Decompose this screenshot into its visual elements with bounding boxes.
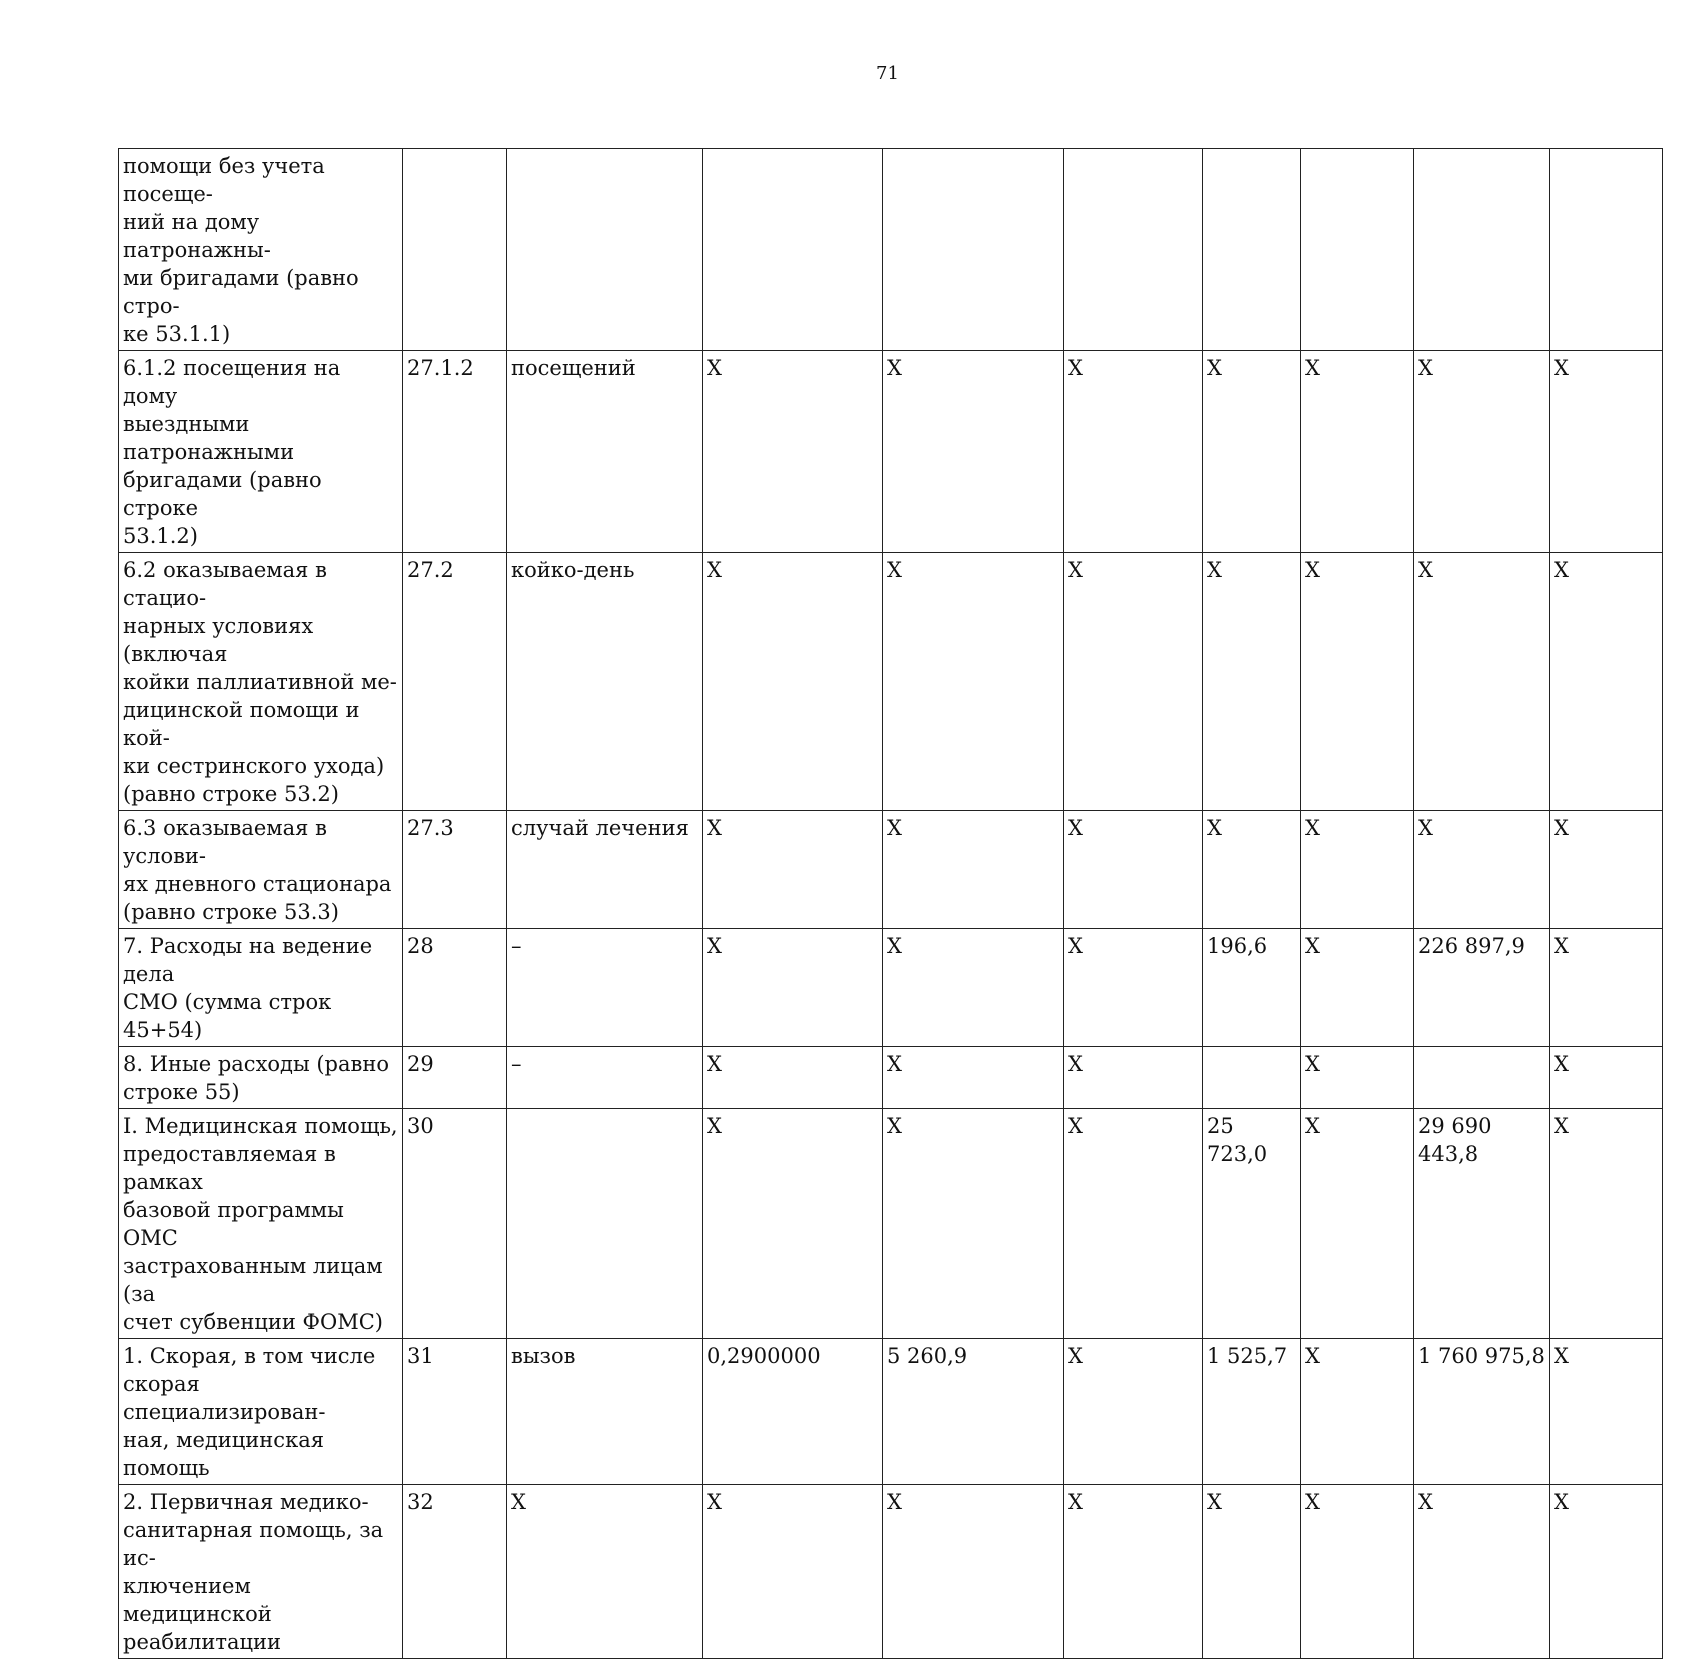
cell-col-1 [703,149,883,351]
cell-col-4 [1203,1047,1301,1109]
cell-col-5: X [1301,1339,1414,1485]
cell-col-5: X [1301,929,1414,1047]
cell-col-5: X [1301,811,1414,929]
cell-col-4: 196,6 [1203,929,1301,1047]
cell-col-7 [1550,149,1663,351]
cell-col-3: X [1064,929,1203,1047]
cell-col-1: X [703,1047,883,1109]
row-unit: – [507,1047,703,1109]
cell-col-7: X [1550,351,1663,553]
row-label: 6.1.2 посещения на дому выездными патронажными бригадами (равно строке 53.1.2) [119,351,403,553]
row-line-number: 29 [403,1047,507,1109]
cell-col-2 [883,149,1064,351]
cell-col-6: X [1414,1485,1550,1659]
row-unit: посещений [507,351,703,553]
cell-col-2: X [883,929,1064,1047]
row-label: 7. Расходы на ведение дела СМО (сумма строк 45+54) [119,929,403,1047]
page-number: 71 [876,63,899,84]
cell-col-3: X [1064,1485,1203,1659]
cell-col-1: X [703,1109,883,1339]
cell-col-3: X [1064,1047,1203,1109]
cell-col-4: X [1203,553,1301,811]
table-row [119,811,1663,929]
row-line-number: 28 [403,929,507,1047]
cell-col-5: X [1301,351,1414,553]
cell-col-6: X [1414,351,1550,553]
cell-col-5: X [1301,1109,1414,1339]
cell-col-3: X [1064,351,1203,553]
row-unit: X [507,1485,703,1659]
row-line-number: 27.1.2 [403,351,507,553]
table-row [119,351,1663,553]
cell-col-7: X [1550,1109,1663,1339]
cell-col-2: X [883,1109,1064,1339]
row-label: помощи без учета посеще- ний на дому патронажны- ми бригадами (равно стро- ке 53.1.1) [119,149,403,351]
cell-col-2: X [883,553,1064,811]
cell-col-4 [1203,149,1301,351]
table-row [119,1339,1663,1485]
row-label: 8. Иные расходы (равно строке 55) [119,1047,403,1109]
cell-col-6: 1 760 975,8 [1414,1339,1550,1485]
row-label: I. Медицинская помощь, предоставляемая в рамках базовой программы ОМС застрахованным лицам (за счет субвенции ФОМС) [119,1109,403,1339]
row-line-number: 27.3 [403,811,507,929]
table-row [119,1109,1663,1339]
cell-col-5: X [1301,1485,1414,1659]
cell-col-2: X [883,811,1064,929]
row-label: 6.3 оказываемая в услови- ях дневного стационара (равно строке 53.3) [119,811,403,929]
row-label: 1. Скорая, в том числе скорая специализирован- ная, медицинская помощь [119,1339,403,1485]
row-unit: случай лечения [507,811,703,929]
cell-col-3: X [1064,553,1203,811]
row-unit: койко-день [507,553,703,811]
cell-col-6 [1414,1047,1550,1109]
cell-col-7: X [1550,1485,1663,1659]
cell-col-7: X [1550,811,1663,929]
cell-col-3 [1064,149,1203,351]
cell-col-4: X [1203,1485,1301,1659]
cell-col-7: X [1550,929,1663,1047]
table-row [119,929,1663,1047]
row-line-number [403,149,507,351]
cell-col-4: X [1203,351,1301,553]
cell-col-2: X [883,1047,1064,1109]
table-row [119,149,1663,351]
data-table [118,148,1663,1659]
cell-col-4: X [1203,811,1301,929]
cell-col-5 [1301,149,1414,351]
cell-col-1: X [703,811,883,929]
cell-col-6: X [1414,811,1550,929]
cell-col-7: X [1550,1339,1663,1485]
table-row [119,1047,1663,1109]
cell-col-2: X [883,1485,1064,1659]
cell-col-2: 5 260,9 [883,1339,1064,1485]
cell-col-5: X [1301,553,1414,811]
cell-col-1: X [703,1485,883,1659]
cell-col-1: 0,2900000 [703,1339,883,1485]
cell-col-3: X [1064,1339,1203,1485]
cell-col-6: X [1414,553,1550,811]
row-unit: вызов [507,1339,703,1485]
cell-col-1: X [703,553,883,811]
cell-col-7: X [1550,553,1663,811]
row-unit [507,149,703,351]
cell-col-1: X [703,351,883,553]
table-row [119,1485,1663,1659]
row-line-number: 30 [403,1109,507,1339]
row-line-number: 27.2 [403,553,507,811]
row-line-number: 32 [403,1485,507,1659]
cell-col-4: 25 723,0 [1203,1109,1301,1339]
row-line-number: 31 [403,1339,507,1485]
cell-col-1: X [703,929,883,1047]
cell-col-7: X [1550,1047,1663,1109]
cell-col-4: 1 525,7 [1203,1339,1301,1485]
cell-col-3: X [1064,811,1203,929]
row-unit [507,1109,703,1339]
row-label: 2. Первичная медико- санитарная помощь, за ис- ключением медицинской реабилитации [119,1485,403,1659]
cell-col-2: X [883,351,1064,553]
cell-col-5: X [1301,1047,1414,1109]
row-unit: – [507,929,703,1047]
row-label: 6.2 оказываемая в стацио- нарных условиях (включая койки паллиативной ме- дицинской помощи и кой- ки сестринского ухода) (равно строке 53.2) [119,553,403,811]
table-body [119,149,1663,1659]
cell-col-6: 226 897,9 [1414,929,1550,1047]
cell-col-3: X [1064,1109,1203,1339]
cell-col-6: 29 690 443,8 [1414,1109,1550,1339]
table-row [119,553,1663,811]
cell-col-6 [1414,149,1550,351]
